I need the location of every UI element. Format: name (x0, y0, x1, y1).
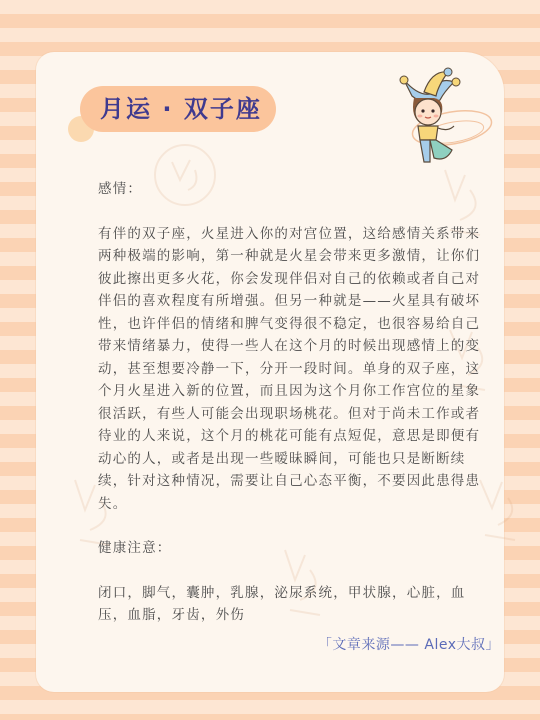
health-paragraph: 闭口，脚气，囊肿，乳腺，泌尿系统，甲状腺，心脏，血压，血脂，牙齿，外伤 (98, 584, 466, 623)
source-credit: 「文章来源—— Alex大叔」 (317, 637, 500, 653)
emotion-heading: 感情： (98, 181, 143, 197)
health-heading: 健康注意： (98, 540, 172, 556)
jester-child-icon (374, 66, 494, 186)
article-body (98, 178, 493, 627)
emotion-paragraph: 有伴的双子座，火星进入你的对宫位置，这给感情关系带来两种极端的影响，第一种就是火星会带来更多激情，让你们彼此擦出更多火花，你会发现伴侣对自己的依赖或者自己对伴侣的喜欢程度有所增强。但另一种就是——火星具有破坏性，也许伴侣的情绪和脾气变得很不稳定，也很容易给自己带来情绪暴力，使得一些人在这个月的时候出现感情上的变动，甚至想要冷静一下，分开一段时间。单身的双子座，这个月火星进入新的位置，而且因为这个月你工作宫位的星象很活跃，有些人可能会出现职场桃花。但对于尚未工作或者待业的人来说，这个月的桃花可能有点短促，意思是即便有动心的人，或者是出现一些暧昧瞬间，可能也只是断断续续，针对这种情况，需要让自己心态平衡，不要因此患得患失。 (98, 225, 481, 512)
page-title: 月运 · 双子座 (100, 95, 262, 123)
